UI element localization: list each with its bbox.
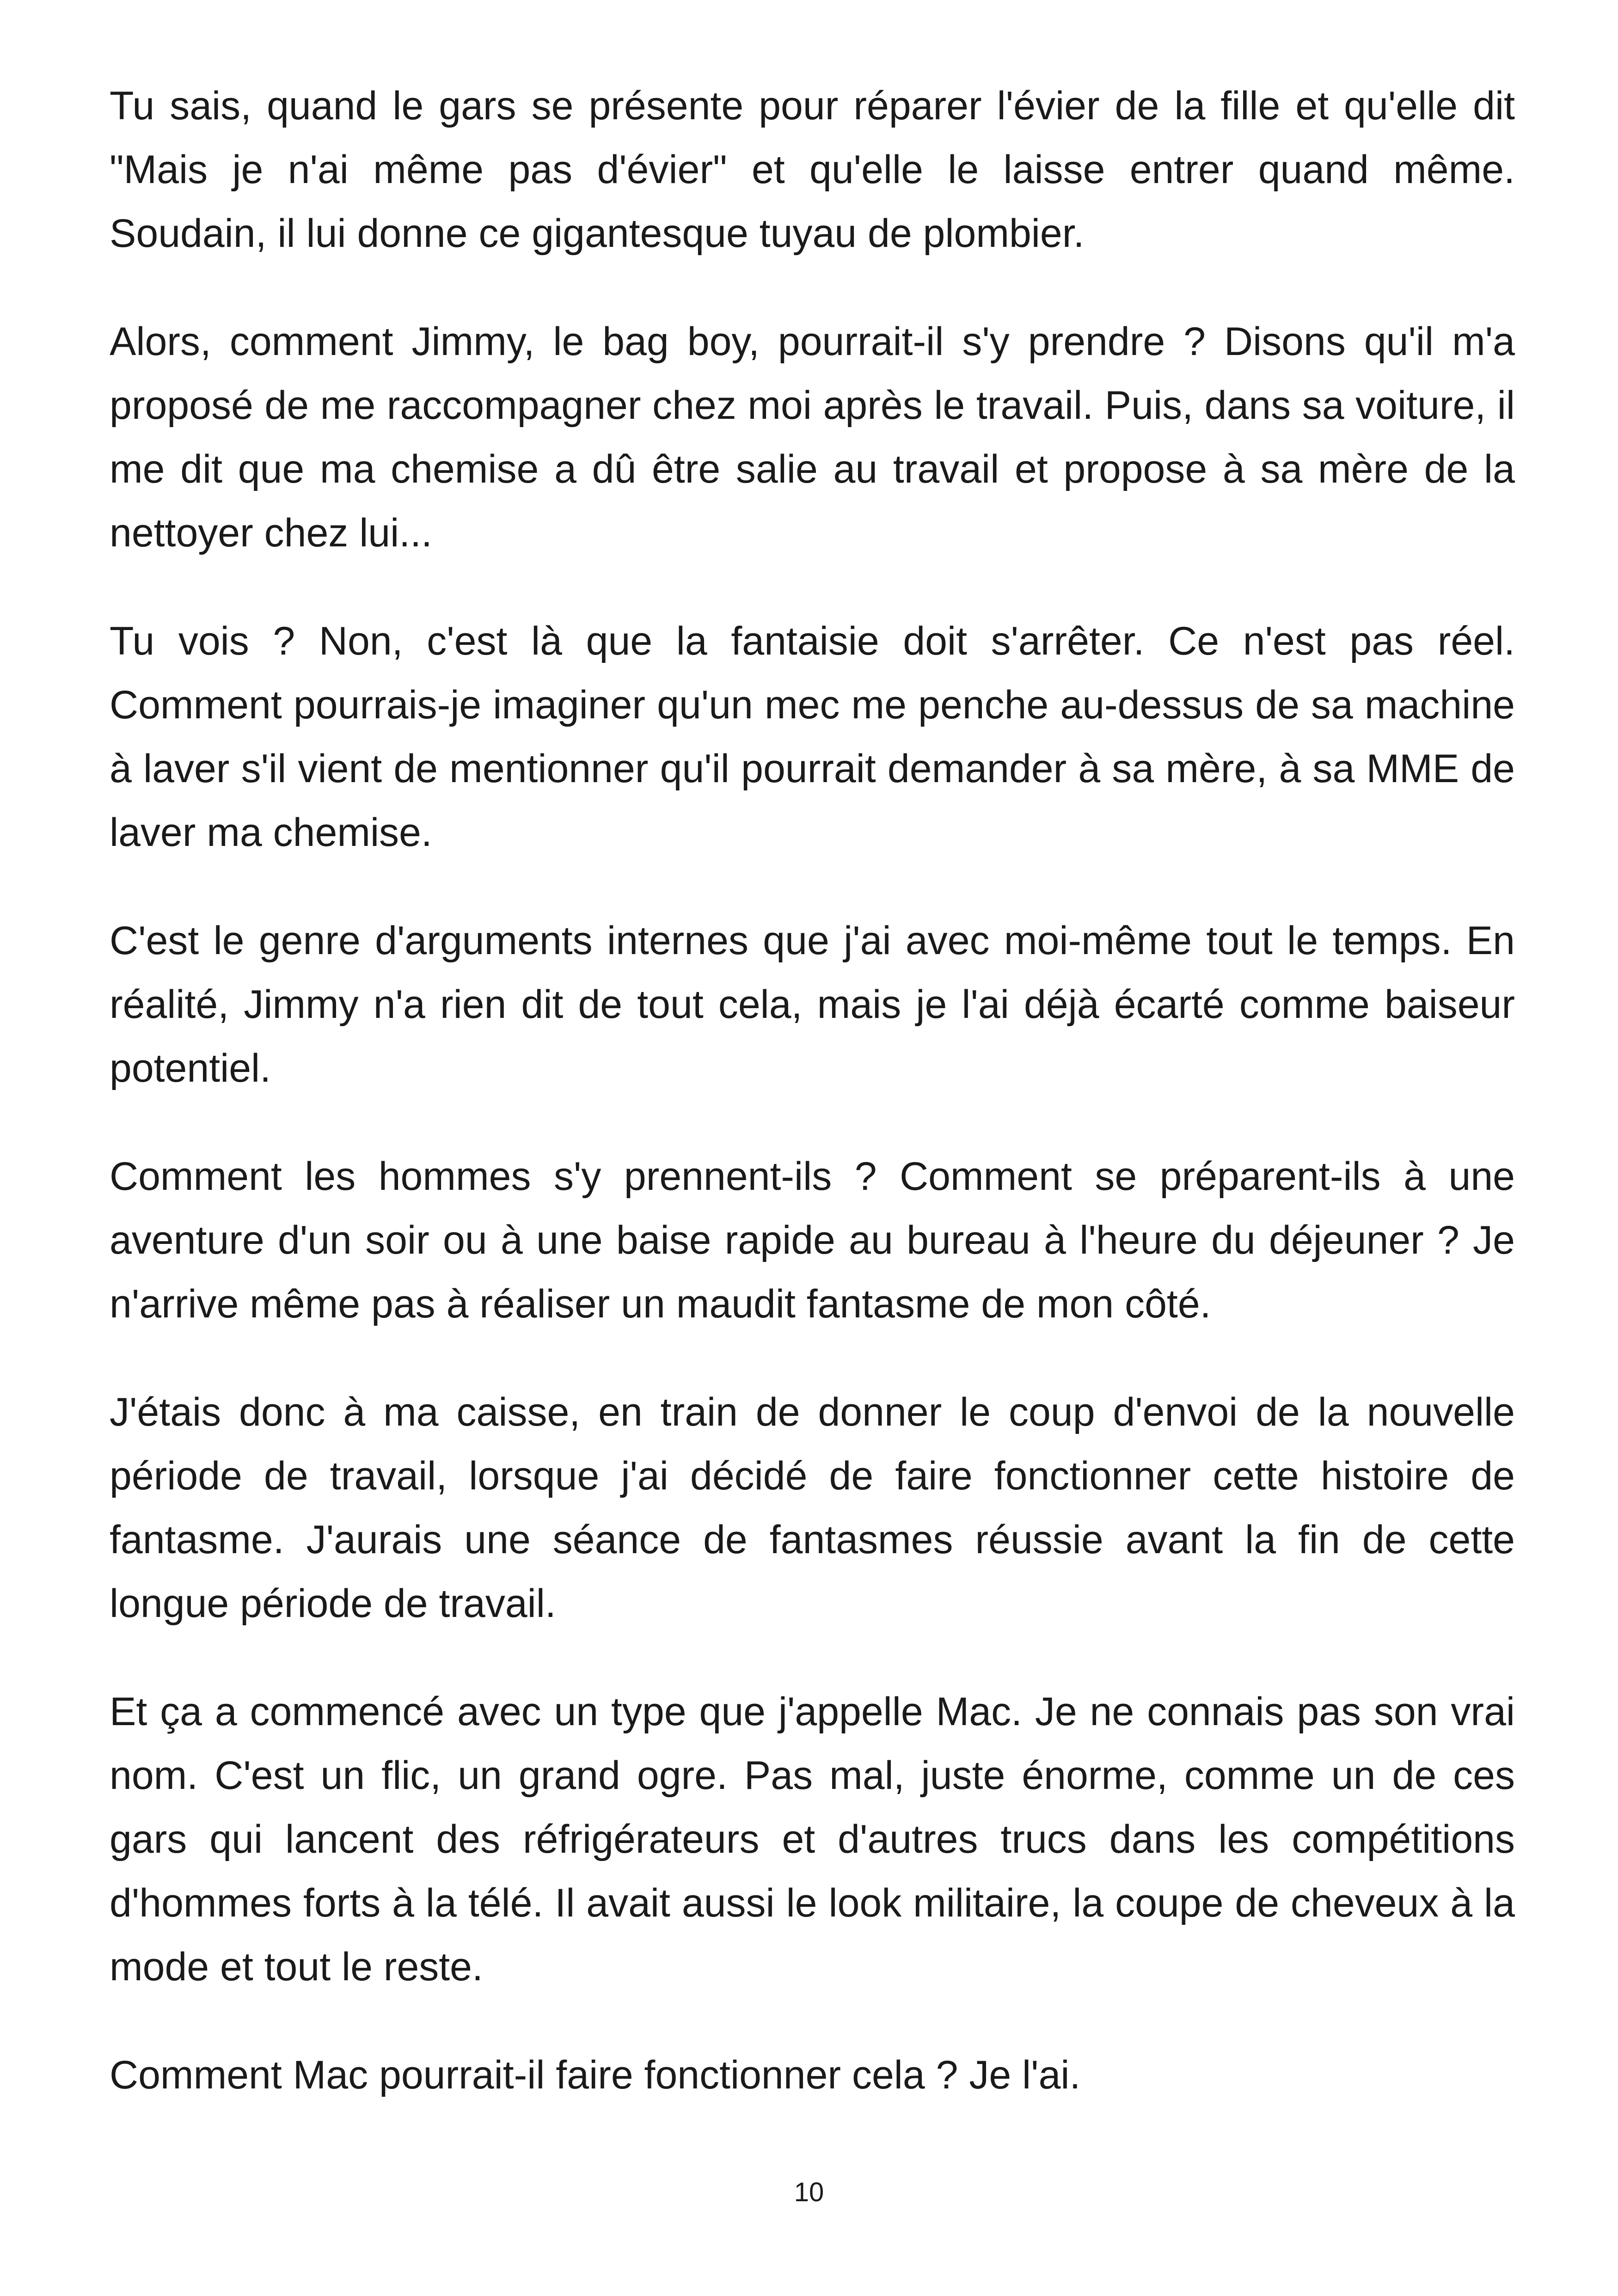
page-number: 10 xyxy=(794,2177,824,2207)
body-text xyxy=(110,74,1515,2151)
paragraph: Alors, comment Jimmy, le bag boy, pourrait-il s'y prendre ? Disons qu'il m'a proposé de me raccompagner chez moi après le travail. Puis, dans sa voiture, il me dit que ma chemise a dû être salie au travail et propose à sa mère de la nettoyer chez lui... xyxy=(110,319,1515,555)
paragraph: Et ça a commencé avec un type que j'appelle Mac. Je ne connais pas son vrai nom. C'est un flic, un grand ogre. Pas mal, juste énorme, comme un de ces gars qui lancent des réfrigérateurs et d'autres trucs dans les compétitions d'hommes forts à la télé. Il avait aussi le look militaire, la coupe de cheveux à la mode et tout le reste. xyxy=(110,1690,1515,1989)
paragraph: J'étais donc à ma caisse, en train de donner le coup d'envoi de la nouvelle période de travail, lorsque j'ai décidé de faire fonctionner cette histoire de fantasme. J'aurais une séance de fantasmes réussie avant la fin de cette longue période de travail. xyxy=(110,1390,1515,1626)
paragraph: C'est le genre d'arguments internes que j'ai avec moi-même tout le temps. En réalité, Jimmy n'a rien dit de tout cela, mais je l'ai déjà écarté comme baiseur potentiel. xyxy=(110,918,1515,1090)
paragraph: Tu sais, quand le gars se présente pour réparer l'évier de la fille et qu'elle dit "Mais je n'ai même pas d'évier" et qu'elle le laisse entrer quand même. Soudain, il lui donne ce gigantesque tuyau de plombier. xyxy=(110,84,1515,256)
paragraph: Comment Mac pourrait-il faire fonctionner cela ? Je l'ai. xyxy=(110,2053,1081,2097)
paragraph: Comment les hommes s'y prennent-ils ? Comment se préparent-ils à une aventure d'un soir ou à une baise rapide au bureau à l'heure du déjeuner ? Je n'arrive même pas à réaliser un maudit fantasme de mon côté. xyxy=(110,1154,1515,1326)
paragraph: Tu vois ? Non, c'est là que la fantaisie doit s'arrêter. Ce n'est pas réel. Comment pourrais-je imaginer qu'un mec me penche au-dessus de sa machine à laver s'il vient de mentionner qu'il pourrait demander à sa mère, à sa MME de laver ma chemise. xyxy=(110,619,1515,855)
